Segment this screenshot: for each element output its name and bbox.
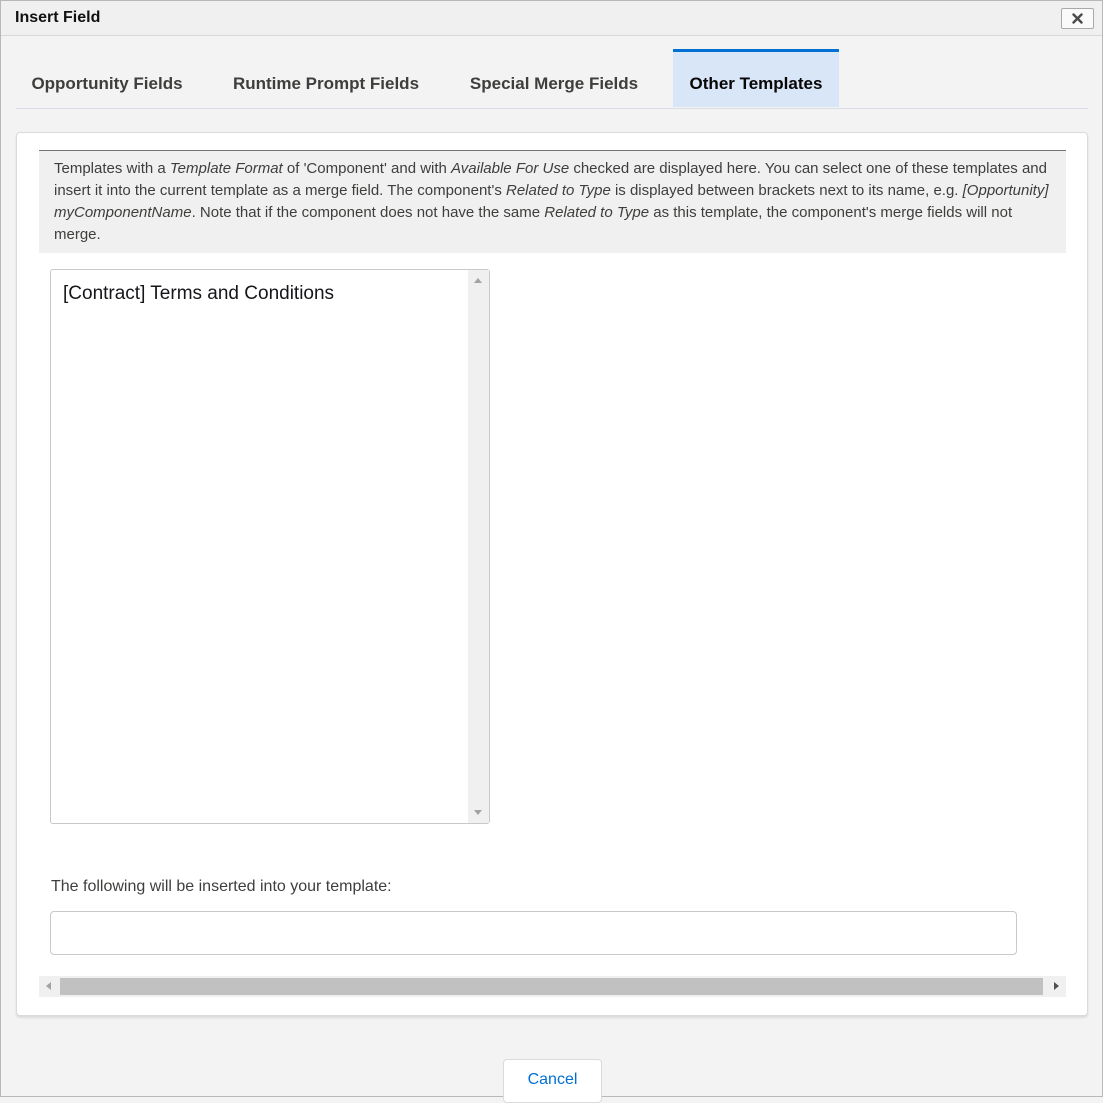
- scroll-down-icon[interactable]: [474, 810, 482, 815]
- dialog-title: Insert Field: [15, 9, 101, 26]
- info-description: Templates with a Template Format of 'Component' and with Available For Use checked are displayed here. You can select one of these templates and insert it into the current template as a merge field. The component's Related to Type is displayed between brackets next to its name, e.g. [Opportunity] myComponentName. Note that if the component does not have the same Related to Type as this template, the component's merge fields will not merge.: [39, 150, 1066, 253]
- scroll-left-icon[interactable]: [46, 982, 51, 990]
- insert-preview-field[interactable]: [50, 911, 1017, 955]
- vertical-scrollbar[interactable]: [468, 270, 489, 823]
- tab-bar: [16, 49, 1088, 109]
- tab-other-templates[interactable]: Other Templates: [673, 49, 839, 107]
- tab-opportunity-fields[interactable]: Opportunity Fields: [31, 74, 183, 93]
- close-icon: [1072, 13, 1083, 24]
- close-button[interactable]: [1061, 8, 1094, 29]
- other-templates-panel: [16, 132, 1088, 1016]
- dialog-titlebar: [1, 1, 1102, 36]
- scroll-up-icon[interactable]: [474, 278, 482, 283]
- insert-preview-label: The following will be inserted into your template:: [51, 878, 392, 895]
- scrollbar-thumb[interactable]: [60, 978, 1043, 995]
- horizontal-scrollbar[interactable]: [39, 976, 1066, 997]
- tab-special-merge-fields[interactable]: Special Merge Fields: [469, 74, 639, 93]
- list-item[interactable]: [Contract] Terms and Conditions: [63, 283, 335, 304]
- template-list[interactable]: [50, 269, 490, 824]
- cancel-button[interactable]: Cancel: [503, 1059, 602, 1103]
- tab-runtime-prompt-fields[interactable]: Runtime Prompt Fields: [232, 74, 420, 93]
- scroll-right-icon[interactable]: [1054, 982, 1059, 990]
